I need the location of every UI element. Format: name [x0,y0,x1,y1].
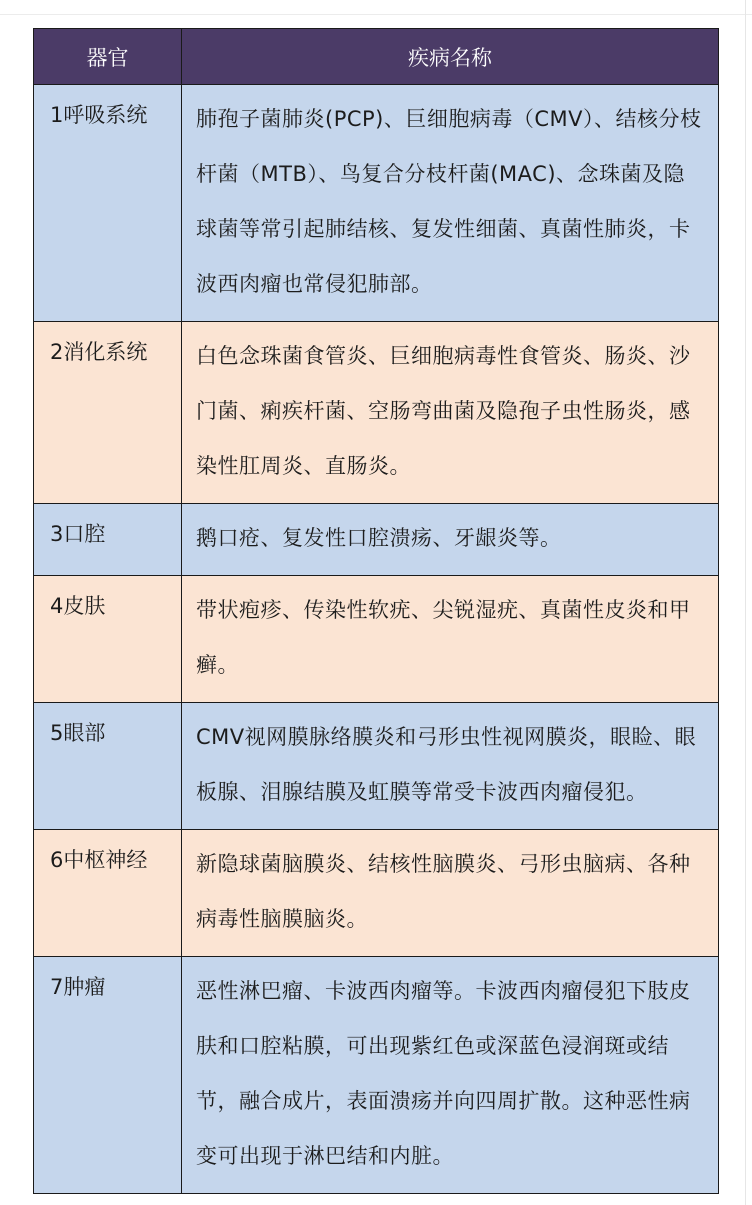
table-row [34,957,719,1194]
organ-cell: 4皮肤 [34,576,182,703]
disease-cell: 白色念珠菌食管炎、巨细胞病毒性食管炎、肠炎、沙门菌、痢疾杆菌、空肠弯曲菌及隐孢子虫性肠炎，感染性肛周炎、直肠炎。 [182,322,719,504]
right-divider [745,0,746,1205]
disease-cell: 鹅口疮、复发性口腔溃疡、牙龈炎等。 [182,504,719,576]
table-row [34,504,719,576]
header-organ: 器官 [34,29,182,85]
organ-cell: 2消化系统 [34,322,182,504]
table-row [34,322,719,504]
disease-cell: 恶性淋巴瘤、卡波西肉瘤等。卡波西肉瘤侵犯下肢皮肤和口腔粘膜，可出现紫红色或深蓝色浸润斑或结节，融合成片，表面溃疡并向四周扩散。这种恶性病变可出现于淋巴结和内脏。 [182,957,719,1194]
header-disease-name: 疾病名称 [182,29,719,85]
disease-cell: CMV视网膜脉络膜炎和弓形虫性视网膜炎，眼睑、眼板腺、泪腺结膜及虹膜等常受卡波西肉瘤侵犯。 [182,703,719,830]
organ-cell: 3口腔 [34,504,182,576]
disease-cell: 肺孢子菌肺炎(PCP)、巨细胞病毒（CMV）、结核分枝杆菌（MTB）、鸟复合分枝杆菌(MAC)、念珠菌及隐球菌等常引起肺结核、复发性细菌、真菌性肺炎，卡波西肉瘤也常侵犯肺部。 [182,85,719,322]
disease-cell: 新隐球菌脑膜炎、结核性脑膜炎、弓形虫脑病、各种病毒性脑膜脑炎。 [182,830,719,957]
organ-cell: 6中枢神经 [34,830,182,957]
top-divider [0,14,752,15]
table-row [34,576,719,703]
organ-cell: 7肿瘤 [34,957,182,1194]
table-row [34,85,719,322]
organ-cell: 1呼吸系统 [34,85,182,322]
organ-disease-table [33,28,719,1194]
table-row [34,703,719,830]
disease-cell: 带状疱疹、传染性软疣、尖锐湿疣、真菌性皮炎和甲癣。 [182,576,719,703]
table-header-row [34,29,719,85]
table-row [34,830,719,957]
organ-cell: 5眼部 [34,703,182,830]
